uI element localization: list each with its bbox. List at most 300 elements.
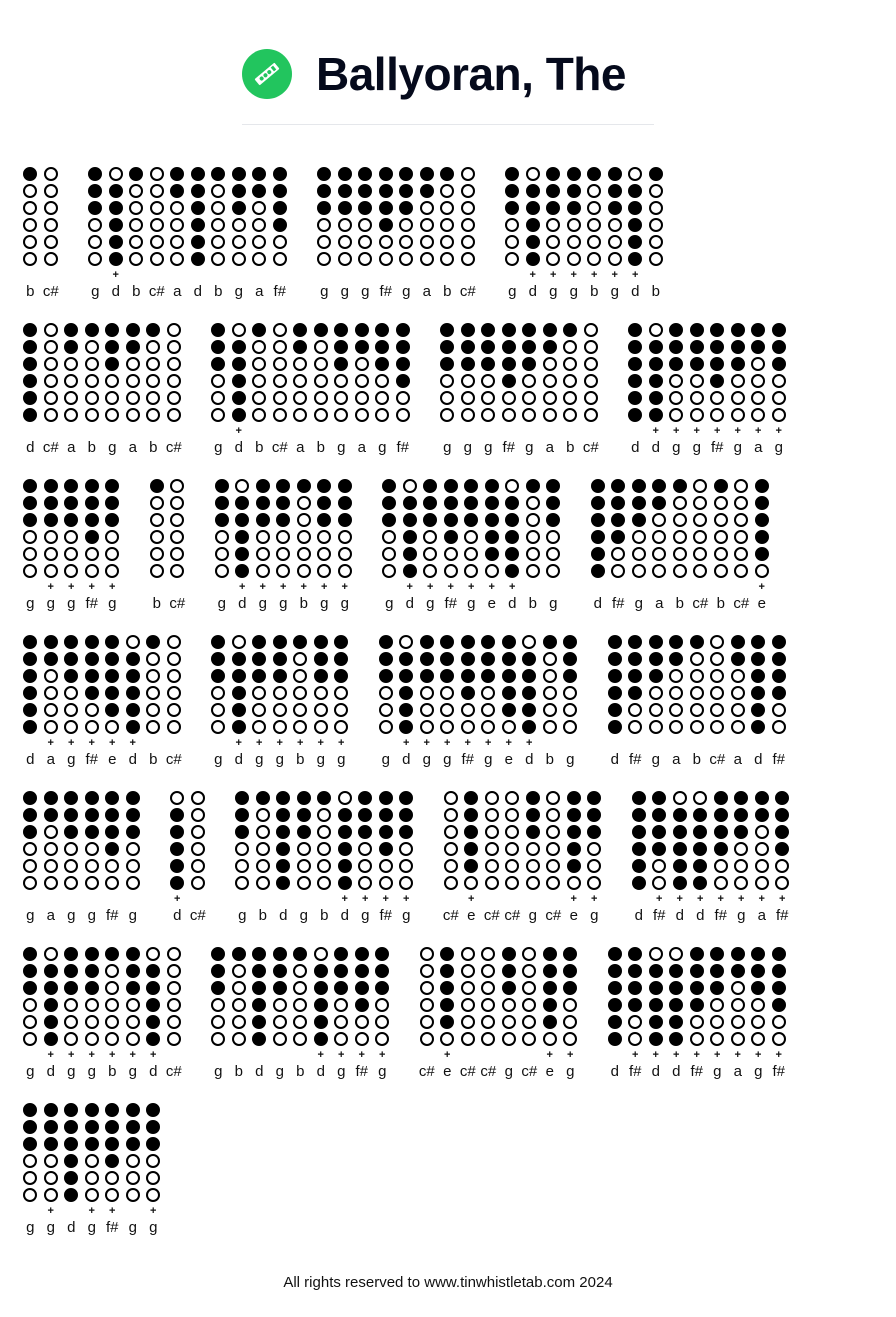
- covered-hole-icon: [293, 947, 307, 961]
- covered-hole-icon: [505, 496, 519, 510]
- covered-hole-icon: [382, 513, 396, 527]
- octave-marker: +: [300, 581, 307, 593]
- open-hole-icon: [170, 235, 184, 249]
- note-fingering: [502, 478, 523, 614]
- note-fingering: [499, 946, 520, 1082]
- covered-hole-icon: [526, 252, 540, 266]
- open-hole-icon: [273, 340, 287, 354]
- covered-hole-icon: [273, 947, 287, 961]
- open-hole-icon: [215, 547, 229, 561]
- open-hole-icon: [232, 998, 246, 1012]
- covered-hole-icon: [591, 530, 605, 544]
- covered-hole-icon: [628, 686, 642, 700]
- note-fingering: [396, 634, 417, 770]
- open-hole-icon: [543, 374, 557, 388]
- open-hole-icon: [543, 703, 557, 717]
- open-hole-icon: [358, 859, 372, 873]
- open-hole-icon: [256, 859, 270, 873]
- phrase-group: [147, 478, 188, 614]
- note-fingering: [253, 790, 274, 926]
- note-label: g: [238, 907, 247, 924]
- covered-hole-icon: [751, 703, 765, 717]
- note-fingering: [458, 634, 479, 770]
- open-hole-icon: [256, 876, 270, 890]
- open-hole-icon: [211, 252, 225, 266]
- open-hole-icon: [420, 720, 434, 734]
- covered-hole-icon: [256, 513, 270, 527]
- open-hole-icon: [505, 218, 519, 232]
- note-label: g: [316, 751, 325, 768]
- open-hole-icon: [44, 201, 58, 215]
- covered-hole-icon: [338, 825, 352, 839]
- covered-hole-icon: [399, 669, 413, 683]
- open-hole-icon: [23, 218, 37, 232]
- open-hole-icon: [522, 998, 536, 1012]
- covered-hole-icon: [85, 964, 99, 978]
- covered-hole-icon: [403, 530, 417, 544]
- note-label: b: [296, 1063, 305, 1080]
- note-label: g: [426, 595, 435, 612]
- open-hole-icon: [317, 530, 331, 544]
- note-fingering: [482, 790, 503, 926]
- open-hole-icon: [85, 1154, 99, 1168]
- covered-hole-icon: [440, 167, 454, 181]
- open-hole-icon: [587, 252, 601, 266]
- open-hole-icon: [273, 391, 287, 405]
- covered-hole-icon: [191, 184, 205, 198]
- covered-hole-icon: [502, 357, 516, 371]
- phrase-group: [417, 946, 581, 1082]
- covered-hole-icon: [755, 808, 769, 822]
- phrase-group: [379, 478, 564, 614]
- open-hole-icon: [563, 340, 577, 354]
- open-hole-icon: [464, 564, 478, 578]
- covered-hole-icon: [628, 408, 642, 422]
- covered-hole-icon: [126, 1103, 140, 1117]
- note-fingering: [690, 790, 711, 926]
- note-fingering: [731, 478, 752, 614]
- open-hole-icon: [167, 703, 181, 717]
- covered-hole-icon: [461, 357, 475, 371]
- octave-marker: +: [673, 1049, 680, 1061]
- covered-hole-icon: [85, 1103, 99, 1117]
- octave-marker: +: [693, 425, 700, 437]
- open-hole-icon: [710, 408, 724, 422]
- open-hole-icon: [88, 218, 102, 232]
- covered-hole-icon: [23, 167, 37, 181]
- covered-hole-icon: [731, 947, 745, 961]
- open-hole-icon: [440, 374, 454, 388]
- covered-hole-icon: [649, 1032, 663, 1046]
- note-fingering: [769, 322, 790, 458]
- open-hole-icon: [587, 235, 601, 249]
- open-hole-icon: [297, 842, 311, 856]
- covered-hole-icon: [314, 635, 328, 649]
- open-hole-icon: [444, 825, 458, 839]
- note-label: g: [737, 907, 746, 924]
- covered-hole-icon: [44, 635, 58, 649]
- covered-hole-icon: [481, 340, 495, 354]
- note-label: g: [149, 1219, 158, 1236]
- open-hole-icon: [293, 703, 307, 717]
- open-hole-icon: [146, 1154, 160, 1168]
- open-hole-icon: [23, 1032, 37, 1046]
- note-fingering: [690, 478, 711, 614]
- open-hole-icon: [314, 391, 328, 405]
- open-hole-icon: [273, 720, 287, 734]
- covered-hole-icon: [526, 479, 540, 493]
- open-hole-icon: [167, 635, 181, 649]
- note-label: g: [508, 283, 517, 300]
- covered-hole-icon: [85, 669, 99, 683]
- covered-hole-icon: [23, 357, 37, 371]
- note-label: g: [378, 439, 387, 456]
- open-hole-icon: [150, 235, 164, 249]
- open-hole-icon: [338, 547, 352, 561]
- octave-marker: +: [652, 425, 659, 437]
- open-hole-icon: [355, 374, 369, 388]
- note-label: d: [631, 283, 640, 300]
- note-fingering: [769, 634, 790, 770]
- open-hole-icon: [44, 669, 58, 683]
- open-hole-icon: [314, 357, 328, 371]
- note-fingering: [649, 790, 670, 926]
- covered-hole-icon: [714, 791, 728, 805]
- covered-hole-icon: [396, 374, 410, 388]
- open-hole-icon: [273, 374, 287, 388]
- covered-hole-icon: [334, 981, 348, 995]
- open-hole-icon: [440, 184, 454, 198]
- open-hole-icon: [546, 547, 560, 561]
- note-fingering: [232, 478, 253, 614]
- covered-hole-icon: [338, 201, 352, 215]
- octave-marker: +: [734, 425, 741, 437]
- note-label: d: [610, 751, 619, 768]
- covered-hole-icon: [375, 964, 389, 978]
- covered-hole-icon: [710, 323, 724, 337]
- covered-hole-icon: [440, 981, 454, 995]
- open-hole-icon: [669, 703, 683, 717]
- note-fingering: [335, 790, 356, 926]
- open-hole-icon: [314, 720, 328, 734]
- covered-hole-icon: [543, 635, 557, 649]
- open-hole-icon: [314, 340, 328, 354]
- covered-hole-icon: [23, 669, 37, 683]
- open-hole-icon: [461, 964, 475, 978]
- covered-hole-icon: [44, 808, 58, 822]
- covered-hole-icon: [587, 791, 601, 805]
- note-label: c#: [459, 283, 476, 300]
- open-hole-icon: [543, 1032, 557, 1046]
- note-fingering: [311, 634, 332, 770]
- open-hole-icon: [64, 1032, 78, 1046]
- open-hole-icon: [481, 374, 495, 388]
- open-hole-icon: [485, 791, 499, 805]
- covered-hole-icon: [461, 340, 475, 354]
- covered-hole-icon: [23, 825, 37, 839]
- covered-hole-icon: [338, 496, 352, 510]
- open-hole-icon: [317, 252, 331, 266]
- covered-hole-icon: [461, 635, 475, 649]
- open-hole-icon: [423, 530, 437, 544]
- note-fingering: [20, 634, 41, 770]
- open-hole-icon: [85, 357, 99, 371]
- covered-hole-icon: [317, 791, 331, 805]
- open-hole-icon: [669, 391, 683, 405]
- open-hole-icon: [543, 652, 557, 666]
- open-hole-icon: [772, 391, 786, 405]
- open-hole-icon: [461, 408, 475, 422]
- tab-row: [20, 790, 880, 946]
- open-hole-icon: [505, 791, 519, 805]
- note-fingering: [707, 634, 728, 770]
- open-hole-icon: [751, 374, 765, 388]
- open-hole-icon: [464, 876, 478, 890]
- open-hole-icon: [232, 981, 246, 995]
- covered-hole-icon: [567, 201, 581, 215]
- open-hole-icon: [608, 235, 622, 249]
- note-label: g: [258, 595, 267, 612]
- note-label: g: [299, 907, 308, 924]
- covered-hole-icon: [338, 808, 352, 822]
- open-hole-icon: [382, 547, 396, 561]
- covered-hole-icon: [751, 686, 765, 700]
- note-fingering: [331, 322, 352, 458]
- covered-hole-icon: [235, 564, 249, 578]
- covered-hole-icon: [44, 1120, 58, 1134]
- open-hole-icon: [587, 859, 601, 873]
- note-label: g: [87, 907, 96, 924]
- covered-hole-icon: [608, 669, 622, 683]
- open-hole-icon: [146, 408, 160, 422]
- covered-hole-icon: [526, 218, 540, 232]
- open-hole-icon: [526, 859, 540, 873]
- open-hole-icon: [150, 564, 164, 578]
- octave-marker: +: [239, 581, 246, 593]
- open-hole-icon: [461, 981, 475, 995]
- note-fingering: [123, 322, 144, 458]
- open-hole-icon: [314, 947, 328, 961]
- open-hole-icon: [505, 876, 519, 890]
- note-label: f#: [714, 907, 727, 924]
- open-hole-icon: [444, 547, 458, 561]
- open-hole-icon: [502, 391, 516, 405]
- covered-hole-icon: [256, 479, 270, 493]
- covered-hole-icon: [109, 201, 123, 215]
- open-hole-icon: [126, 635, 140, 649]
- open-hole-icon: [273, 686, 287, 700]
- open-hole-icon: [461, 720, 475, 734]
- note-label: c#: [480, 1063, 497, 1080]
- phrase-group: [441, 790, 605, 926]
- open-hole-icon: [611, 564, 625, 578]
- covered-hole-icon: [23, 374, 37, 388]
- open-hole-icon: [232, 252, 246, 266]
- covered-hole-icon: [543, 998, 557, 1012]
- covered-hole-icon: [85, 496, 99, 510]
- note-fingering: [543, 790, 564, 926]
- open-hole-icon: [731, 1015, 745, 1029]
- octave-marker: +: [362, 893, 369, 905]
- covered-hole-icon: [334, 652, 348, 666]
- note-label: g: [484, 439, 493, 456]
- covered-hole-icon: [399, 791, 413, 805]
- open-hole-icon: [44, 357, 58, 371]
- note-label: g: [463, 439, 472, 456]
- open-hole-icon: [334, 720, 348, 734]
- octave-marker: +: [505, 737, 512, 749]
- open-hole-icon: [297, 530, 311, 544]
- open-hole-icon: [649, 235, 663, 249]
- covered-hole-icon: [399, 720, 413, 734]
- note-label: g: [337, 439, 346, 456]
- open-hole-icon: [256, 564, 270, 578]
- open-hole-icon: [256, 825, 270, 839]
- covered-hole-icon: [522, 340, 536, 354]
- octave-marker: +: [341, 893, 348, 905]
- open-hole-icon: [375, 1032, 389, 1046]
- covered-hole-icon: [146, 635, 160, 649]
- note-fingering: [249, 322, 270, 458]
- octave-marker: +: [546, 1049, 553, 1061]
- covered-hole-icon: [126, 652, 140, 666]
- open-hole-icon: [273, 408, 287, 422]
- octave-marker: +: [567, 1049, 574, 1061]
- open-hole-icon: [714, 547, 728, 561]
- note-fingering: [355, 790, 376, 926]
- open-hole-icon: [252, 720, 266, 734]
- open-hole-icon: [293, 391, 307, 405]
- covered-hole-icon: [591, 513, 605, 527]
- open-hole-icon: [105, 998, 119, 1012]
- phrase-group: [20, 634, 184, 770]
- covered-hole-icon: [751, 652, 765, 666]
- open-hole-icon: [399, 252, 413, 266]
- open-hole-icon: [215, 530, 229, 544]
- open-hole-icon: [375, 374, 389, 388]
- open-hole-icon: [608, 252, 622, 266]
- covered-hole-icon: [587, 825, 601, 839]
- note-label: c#: [271, 439, 288, 456]
- open-hole-icon: [211, 720, 225, 734]
- phrase-group: [85, 166, 290, 302]
- octave-marker: +: [447, 581, 454, 593]
- note-fingering: [400, 478, 421, 614]
- open-hole-icon: [23, 252, 37, 266]
- note-fingering: [560, 634, 581, 770]
- open-hole-icon: [355, 391, 369, 405]
- note-fingering: [164, 322, 185, 458]
- open-hole-icon: [211, 218, 225, 232]
- note-fingering: [123, 946, 144, 1082]
- covered-hole-icon: [317, 167, 331, 181]
- open-hole-icon: [85, 859, 99, 873]
- covered-hole-icon: [399, 703, 413, 717]
- note-label: c#: [42, 283, 59, 300]
- covered-hole-icon: [105, 703, 119, 717]
- octave-marker: +: [755, 1049, 762, 1061]
- open-hole-icon: [44, 408, 58, 422]
- covered-hole-icon: [399, 167, 413, 181]
- covered-hole-icon: [461, 669, 475, 683]
- open-hole-icon: [252, 235, 266, 249]
- covered-hole-icon: [399, 184, 413, 198]
- open-hole-icon: [358, 218, 372, 232]
- open-hole-icon: [44, 252, 58, 266]
- note-label: g: [67, 751, 76, 768]
- open-hole-icon: [252, 252, 266, 266]
- covered-hole-icon: [608, 1032, 622, 1046]
- octave-marker: +: [47, 581, 54, 593]
- open-hole-icon: [526, 513, 540, 527]
- open-hole-icon: [584, 374, 598, 388]
- covered-hole-icon: [146, 964, 160, 978]
- open-hole-icon: [44, 842, 58, 856]
- note-fingering: [123, 1102, 144, 1238]
- octave-marker: +: [235, 425, 242, 437]
- note-fingering: [20, 478, 41, 614]
- covered-hole-icon: [23, 703, 37, 717]
- note-fingering: [437, 322, 458, 458]
- phrase-group: [167, 790, 208, 926]
- open-hole-icon: [649, 947, 663, 961]
- covered-hole-icon: [632, 859, 646, 873]
- open-hole-icon: [546, 564, 560, 578]
- note-label: c#: [545, 907, 562, 924]
- open-hole-icon: [167, 408, 181, 422]
- note-fingering: [772, 790, 793, 926]
- covered-hole-icon: [608, 998, 622, 1012]
- open-hole-icon: [105, 859, 119, 873]
- covered-hole-icon: [379, 791, 393, 805]
- octave-marker: +: [317, 1049, 324, 1061]
- note-fingering: [711, 790, 732, 926]
- covered-hole-icon: [44, 1103, 58, 1117]
- note-label: b: [590, 283, 599, 300]
- covered-hole-icon: [649, 669, 663, 683]
- note-fingering: [584, 166, 605, 302]
- phrase-group: [629, 790, 793, 926]
- open-hole-icon: [526, 842, 540, 856]
- open-hole-icon: [693, 530, 707, 544]
- open-hole-icon: [734, 564, 748, 578]
- open-hole-icon: [379, 720, 393, 734]
- open-hole-icon: [256, 842, 270, 856]
- octave-marker: +: [68, 581, 75, 593]
- open-hole-icon: [481, 686, 495, 700]
- open-hole-icon: [23, 1171, 37, 1185]
- open-hole-icon: [170, 791, 184, 805]
- open-hole-icon: [502, 1015, 516, 1029]
- covered-hole-icon: [105, 1137, 119, 1151]
- covered-hole-icon: [252, 652, 266, 666]
- octave-marker: +: [297, 737, 304, 749]
- covered-hole-icon: [464, 808, 478, 822]
- covered-hole-icon: [276, 876, 290, 890]
- covered-hole-icon: [522, 652, 536, 666]
- note-fingering: [352, 946, 373, 1082]
- tin-whistle-icon[interactable]: [242, 49, 292, 99]
- note-label: f#: [690, 1063, 703, 1080]
- covered-hole-icon: [126, 947, 140, 961]
- covered-hole-icon: [772, 964, 786, 978]
- open-hole-icon: [440, 1032, 454, 1046]
- open-hole-icon: [423, 547, 437, 561]
- open-hole-icon: [382, 564, 396, 578]
- octave-marker: +: [88, 1049, 95, 1061]
- note-label: d: [528, 283, 537, 300]
- covered-hole-icon: [464, 825, 478, 839]
